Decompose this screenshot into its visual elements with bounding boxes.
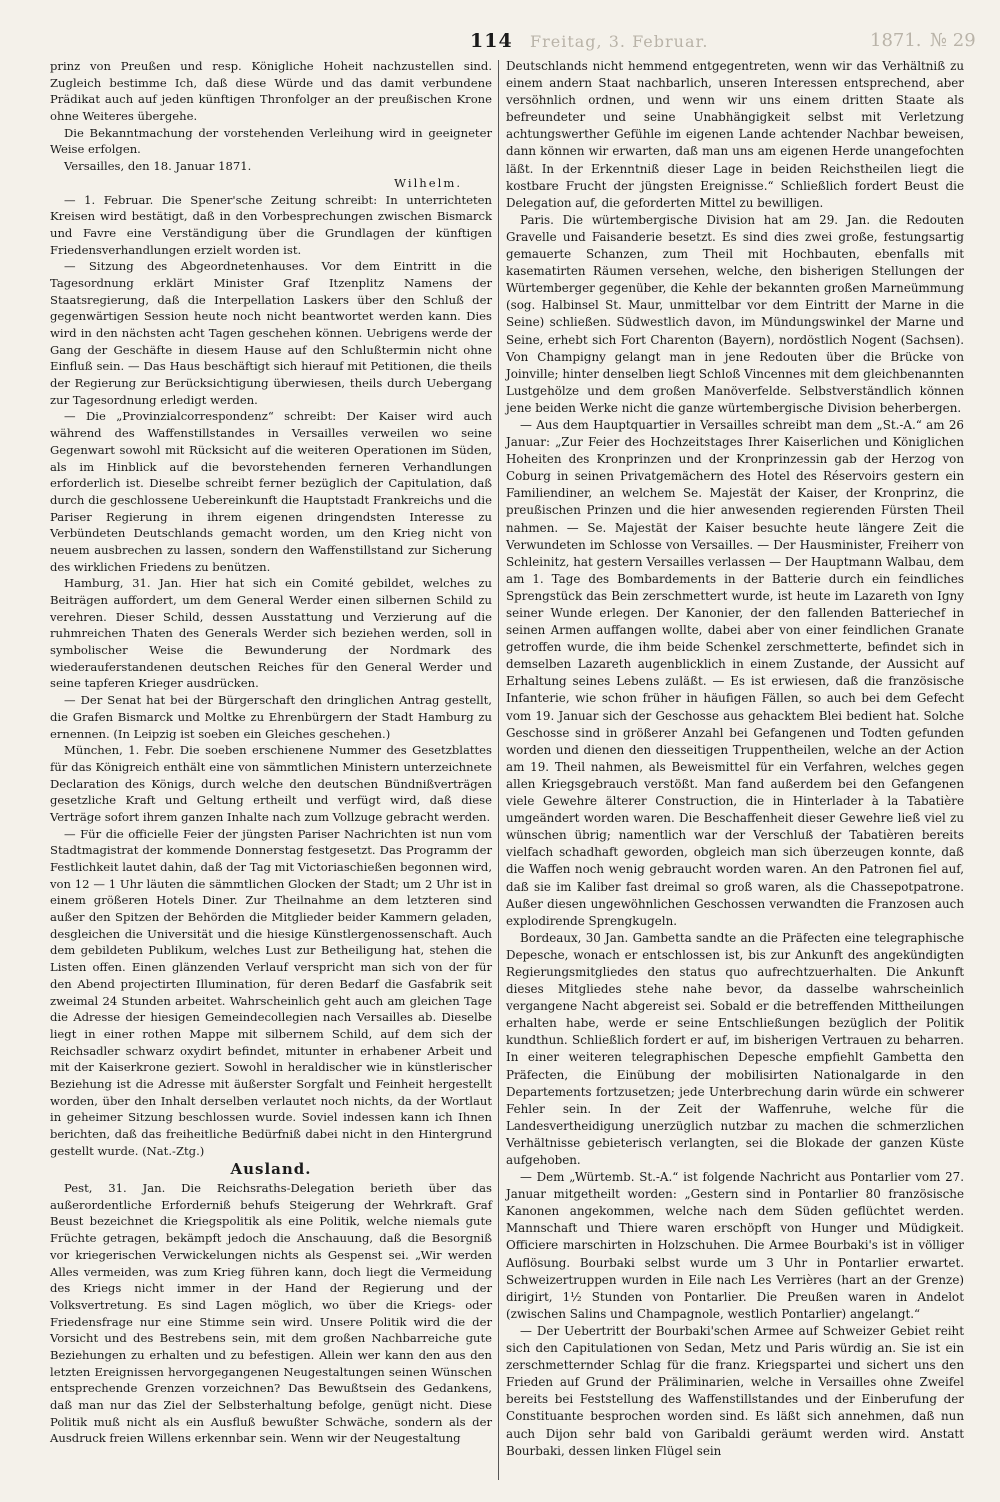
- right-column-paragraph: — Dem „Würtemb. St.-A.“ ist folgende Nachricht aus Pontarlier vom 27. Januar mitgetheilt worden: „Gestern sind in Pontarlier 80 französische Kanonen angekommen, welche nach dem Süden geflüchtet werden. Mannschaft und Thiere waren erschöpft von Hunger und Müdigkeit. Officiere marschirten in Holzschuhen. Die Armee Bourbaki's ist in völliger Auflösung. Bourbaki selbst wurde um 3 Uhr in Pontarlier erwartet. Schweizertruppen wurden in Eile nach Les Verrières (hart an der Grenze) dirigirt, 1½ Stunden von Pontarlier. Die Preußen waren in Andelot (zwischen Salins und Champagnole, westlich Pontarlier) angelangt.“: [506, 1170, 964, 1321]
- right-column-paragraph: — Der Uebertritt der Bourbaki'schen Armee auf Schweizer Gebiet reiht sich den Capitulationen von Sedan, Metz und Paris würdig an. Sie ist ein zerschmetternder Schlag für die franz. Kriegspartei und sichert uns den Frieden auf Grund der Präliminarien, welche in Versailles ohne Zweifel bereits bei Feststellung des Waffenstillstandes und der Einberufung der Constituante besprochen worden sind. Es läßt sich annehmen, daß nun auch Dijon sehr bald von Garibaldi geräumt werden wird. Anstatt Bourbaki, dessen linken Flügel sein: [506, 1323, 964, 1458]
- signature: Wilhelm.: [394, 175, 462, 190]
- left-column: [50, 58, 492, 1447]
- left-column-paragraph: — Die „Provinzialcorrespondenz“ schreibt: Der Kaiser wird auch während des Waffenstillstandes in Versailles verweilen wo seine Gegenwart sowohl mit Rücksicht auf die weiteren Operationen im Süden, als im Hinblick auf die bevorstehenden ferneren Verhandlungen erforderlich ist. Dieselbe schreibt ferner bezüglich der Capitulation, daß durch die geschlossene Uebereinkunft die Hauptstadt Frankreichs und die Pariser Regierung in ihrem eigenen dringendsten Interesse zu Verbündeten Deutschlands gemacht worden, um den Krieg nicht von neuem ausbrechen zu lassen, sondern den Waffenstillstand zur Sicherung des wirklichen Friedens zu benützen.: [50, 409, 492, 574]
- right-column-paragraph: — Aus dem Hauptquartier in Versailles schreibt man dem „St.-A.“ am 26 Januar: „Zur Feier des Hochzeitstages Ihrer Kaiserlichen und Königlichen Hoheiten des Kronprinzen und der Kronprinzessin gab der Herzog von Coburg in seinen Privatgemächern des Hotel des Réservoirs gestern ein Familiendiner, an welchem Se. Majestät der Kaiser, der Kronprinz, die preußischen Prinzen und die hier anwesenden regierenden Fürsten Theil nahmen. — Se. Majestät der Kaiser besuchte heute längere Zeit die Verwundeten im Schlosse von Versailles. — Der Hausminister, Freiherr von Schleinitz, hat gestern Versailles verlassen — Der Hauptmann Walbau, dem am 1. Tage des Bombardements in der Batterie durch ein feindliches Sprengstück das Bein zerschmettert wurde, ist heute im Lazareth von Igny seiner Wunde erlegen. Der Kanonier, der den fallenden Batteriechef in seinen Armen auffangen wollte, dabei aber von einer feindlichen Granate getroffen wurde, die ihm beide Schenkel zerschmetterte, befindet sich in demselben Lazareth augenblicklich in einem Zustande, der Aussicht auf Erhaltung seines Lebens zuläßt. — Es ist erwiesen, daß die französische Infanterie, wie schon früher in häufigen Fällen, so auch bei dem Gefecht vom 19. Januar sich der Geschosse aus gehacktem Blei bedient hat. Solche Geschosse sind in größerer Anzahl bei Gefangenen und Todten gefunden worden und dienen den diesseitigen Truppentheilen, welche an der Action am 19. Theil nahmen, als Beweismittel für ein Verfahren, welches gegen allen Kriegsgebrauch verstößt. Man fand außerdem bei den Gefangenen viele Gewehre älterer Construction, die in Hinterlader à la Tabatière umgeändert worden waren. Die Beschaffenheit dieser Gewehre ließ viel zu wünschen übrig; namentlich war der Verschluß der Tabatièren bereits vielfach schadhaft geworden, obgleich man sich überzeugen konnte, daß die Waffen noch wenig gebraucht worden waren. An den Patronen fiel auf, daß sie im Kaliber fast dreimal so groß waren, als die Chassepotpatrone. Außer diesen ungewöhnlichen Geschossen verwandten die Franzosen auch explodirende Sprengkugeln.: [506, 417, 964, 928]
- left-column-paragraph: — Sitzung des Abgeordnetenhauses. Vor dem Eintritt in die Tagesordnung erklärt Minister Graf Itzenplitz Namens der Staatsregierung, daß die Interpellation Laskers über den Schluß der gegenwärtigen Session heute noch nicht beantwortet werden kann. Dies wird in den nächsten acht Tagen geschehen können. Uebrigens werde der Gang der Geschäfte in diesem Hause auf den Schlußtermin nicht ohne Einfluß sein. — Das Haus beschäftigt sich hierauf mit Petitionen, die theils der Regierung zur Berücksichtigung überwiesen, theils durch Uebergang zur Tagesordnung erledigt werden.: [50, 259, 492, 407]
- right-column-paragraph: Deutschlands nicht hemmend entgegentreten, wenn wir das Verhältniß zu einem andern Staat nachbarlich, unseren Interessen entsprechend, aber versöhnlich ordnen, und wenn wir uns einem dritten Staate als befreundeter und seine Unabhängigkeit selbst mit Verletzung achtungswerther Gefühle im eigenen Lande achtender Nachbar beweisen, dann können wir erwarten, daß man uns am eigenen Herde unangefochten läßt. In der Erkenntniß dieser Lage in beiden Reichstheilen liegt die kostbare Frucht der jüngsten Ereignisse.“ Schließlich fordert Beust die Delegation auf, die geforderten Mittel zu bewilligen.: [506, 59, 964, 210]
- section-heading: Ausland.: [230, 1160, 312, 1179]
- right-column: [506, 58, 964, 1460]
- header-bleed-through-date: Freitag, 3. Februar.: [530, 32, 709, 51]
- left-column-paragraph: — 1. Februar. Die Spener'sche Zeitung schreibt: In unterrichteten Kreisen wird bestätigt, daß in den Vorbesprechungen zwischen Bismarck und Favre eine Verständigung über die Grundlagen der künftigen Friedensverhandlungen erzielt worden ist.: [50, 192, 492, 257]
- header-bleed-through-issue: № 29: [930, 30, 976, 51]
- left-column-paragraph: prinz von Preußen und resp. Königliche Hoheit nachzustellen sind. Zugleich bestimme Ich, daß diese Würde und das damit verbundene Prädikat auch auf jeden künftigen Thronfolger an der preußischen Krone ohne Weiteres übergehe.: [50, 59, 492, 124]
- left-column-paragraph: München, 1. Febr. Die soeben erschienene Nummer des Gesetzblattes für das Königreich enthält eine von sämmtlichen Ministern unterzeichnete Declaration des Königs, durch welche den deutschen Bündnißverträgen gesetzliche Kraft und Geltung ertheilt und verfügt wird, daß diese Verträge sofort ihrem ganzen Inhalte nach zum Vollzuge gebracht werden.: [50, 743, 492, 824]
- right-column-paragraph: Paris. Die würtembergische Division hat am 29. Jan. die Redouten Gravelle und Faisanderie besetzt. Es sind dies zwei große, festungsartig gemauerte Schanzen, zum Theil mit Hochbauten, ebenfalls mit kasematirten Räumen versehen, welche, den bisherigen Stellungen der Würtemberger gegenüber, die Kehle der bekannten großen Marneümmung (sog. Halbinsel St. Maur, unmittelbar vor dem Eintritt der Marne in die Seine) schließen. Südwestlich davon, im Mündungswinkel der Marne und Seine, erhebt sich Fort Charenton (Bayern), nordöstlich Nogent (Sachsen). Von Champigny gelangt man in jene Redouten über die Brücke von Joinville; hinter denselben liegt Schloß Vincennes mit dem gleichbenannten Lustgehölze und dem großen Manöverfelde. Selbstverständlich können jene beiden Werke nicht die ganze würtembergische Division beherbergen.: [506, 212, 964, 415]
- left-column-paragraph: — Der Senat hat bei der Bürgerschaft den dringlichen Antrag gestellt, die Grafen Bismarck und Moltke zu Ehrenbürgern der Stadt Hamburg zu ernennen. (In Leipzig ist soeben ein Gleiches geschehen.): [50, 693, 492, 741]
- left-column-paragraph: Hamburg, 31. Jan. Hier hat sich ein Comité gebildet, welches zu Beiträgen auffordert, um dem General Werder einen silbernen Schild zu verehren. Dieser Schild, dessen Ausstattung und Verzierung auf die ruhmreichen Thaten des Generals Werder sich beziehen werden, soll in symbolischer Weise die Bewunderung der Nordmark des wiederauferstandenen deutschen Reiches für den General Werder und seine tapferen Krieger ausdrücken.: [50, 576, 492, 691]
- column-divider: [498, 60, 499, 1480]
- page-header: [0, 26, 1000, 56]
- left-column-paragraph: Pest, 31. Jan. Die Reichsraths-Delegation berieth über das außerordentliche Erforderniß behufs Steigerung der Wehrkraft. Graf Beust bezeichnet die Kriegspolitik als eine Politik, welche niemals gute Früchte getragen, bekämpft jedoch die Anschauung, daß die Besorgniß vor kriegerischen Verwickelungen nichts als Gespenst sei. „Wir werden Alles vermeiden, was zum Krieg führen kann, doch liegt die Vermeidung des Kriegs nicht immer in der Hand der Regierung und der Volksvertretung. Es sind Lagen möglich, wo über die Kriegs- oder Friedensfrage nur eine Stimme sein wird. Unsere Politik wird die der Vorsicht und des Bestrebens sein, mit dem großen Nachbarreiche gute Beziehungen zu erhalten und zu befestigen. Allein wer kann den aus den letzten Ereignissen hervorgegangenen Neugestaltungen seinen Wünschen entsprechende Grenzen vorzeichnen? Das Bewußtsein des Gedankens, daß man nur das Ziel der Selbsterhaltung befolge, genügt nicht. Diese Politik muß nicht als ein Ausfluß bewußter Schwäche, sondern als der Ausdruck freien Willens erkennbar sein. Wenn wir der Neugestaltung: [50, 1181, 492, 1446]
- left-column-paragraph: — Für die officielle Feier der jüngsten Pariser Nachrichten ist nun vom Stadtmagistrat der kommende Donnerstag festgesetzt. Das Programm der Festlichkeit lautet dahin, daß der Tag mit Victoriaschießen begonnen wird, von 12 — 1 Uhr läuten die sämmtlichen Glocken der Stadt; um 2 Uhr ist in einem größeren Hotels Diner. Zur Theilnahme an dem letzteren sind außer den Spitzen der Behörden die Mitglieder beider Kammern geladen, desgleichen die Universität und die hiesige Künstlergenossenschaft. Auch dem gebildeten Publikum, welches Lust zur Betheiligung hat, stehen die Listen offen. Einen glänzenden Verlauf verspricht man sich von der für den Abend projectirten Illumination, für deren Bedarf die Gasfabrik seit zweimal 24 Stunden arbeitet. Wahrscheinlich geht auch am gleichen Tage die Adresse der hiesigen Gemeindecollegien nach Versailles ab. Dieselbe liegt in einer rothen Mappe mit silbernem Schild, auf dem sich der Reichsadler schwarz oxydirt befindet, mitunter in erhabener Arbeit und mit der Kaiserkrone geziert. Sowohl in heraldischer wie in künstlerischer Beziehung ist die Adresse mit äußerster Sorgfalt und Feinheit hergestellt worden, über den Inhalt derselben verlautet noch nichts, da der Wortlaut in geheimer Sitzung beschlossen wurde. Soviel indessen kann ich Ihnen berichten, daß das freiheitliche Bedürfniß dabei nicht in den Hintergrund gestellt wurde. (Nat.-Ztg.): [50, 826, 492, 1158]
- page-number: 114: [470, 30, 513, 52]
- right-column-paragraph: Bordeaux, 30 Jan. Gambetta sandte an die Präfecten eine telegraphische Depesche, wonach er entschlossen ist, bis zur Ankunft des angekündigten Regierungsmitgliedes den status quo aufrechtzuerhalten. Die Ankunft dieses Mitgliedes stehe nahe bevor, da dasselbe wahrscheinlich vergangene Nacht abgereist sei. Sobald er die betreffenden Mittheilungen erhalten habe, werde er seine Entschließungen bezüglich der Politik kundthun. Schließlich fordert er auf, im bisherigen Vertrauen zu beharren. In einer weiteren telegraphischen Depesche empfiehlt Gambetta den Präfecten, die Einübung der mobilisirten Nationalgarde in den Departements fortzusetzen; jede Unterbrechung darin würde ein schwerer Fehler sein. In der Zeit der Waffenruhe, welche für die Landesvertheidigung unerzüglich nutzbar zu machen die schmerzlichen Verhältnisse gebieterisch verlangten, sei die Blokade der ganzen Küste aufgehoben.: [506, 930, 964, 1167]
- left-column-paragraph: Die Bekanntmachung der vorstehenden Verleihung wird in geeigneter Weise erfolgen.: [50, 125, 492, 157]
- left-column-paragraph: Versailles, den 18. Januar 1871.: [64, 159, 252, 174]
- header-bleed-through-year: 1871.: [870, 30, 922, 51]
